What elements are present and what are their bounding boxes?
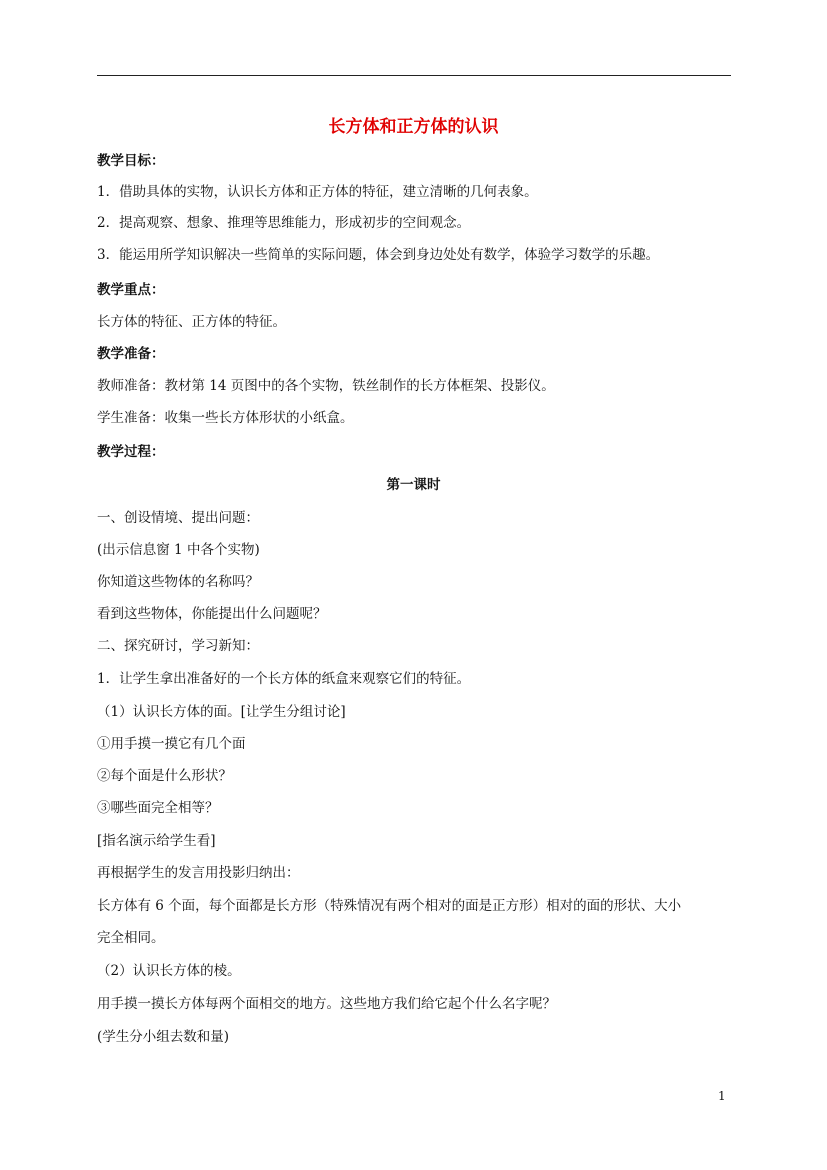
faces-q2: ②每个面是什么形状？ <box>97 768 232 784</box>
objective-1: 1．借助具体的实物，认识长方体和正方体的特征，建立清晰的几何表象。 <box>97 184 538 200</box>
edges-question: 用手摸一摸长方体每两个面相交的地方。这些地方我们给它起个什么名字呢？ <box>97 996 556 1012</box>
key-points-heading: 教学重点： <box>97 282 165 298</box>
step-1: 1．让学生拿出准备好的一个长方体的纸盒来观察它们的特征。 <box>97 671 471 687</box>
process-heading: 教学过程： <box>97 444 165 460</box>
objective-3: 3．能运用所学知识解决一些简单的实际问题，体会到身边处处有数学，体验学习数学的乐趣。 <box>97 247 660 263</box>
edges-note: (学生分小组去数和量) <box>97 1029 230 1045</box>
summary-intro: 再根据学生的发言用投影归纳出： <box>97 865 300 881</box>
key-points: 长方体的特征、正方体的特征。 <box>97 314 286 330</box>
demo-note: [指名演示给学生看] <box>97 833 216 849</box>
show-objects: (出示信息窗 1 中各个实物) <box>97 542 260 558</box>
objective-2: 2．提高观察、想象、推理等思维能力，形成初步的空间观念。 <box>97 215 471 231</box>
preparation-heading: 教学准备： <box>97 346 165 362</box>
faces-q1: ①用手摸一摸它有几个面 <box>97 736 246 752</box>
faces-q3: ③哪些面完全相等？ <box>97 800 219 816</box>
question-names: 你知道这些物体的名称吗？ <box>97 574 259 590</box>
objectives-heading: 教学目标： <box>97 153 165 169</box>
section-one: 一、创设情境、提出问题： <box>97 510 259 526</box>
page-number: 1 <box>718 1089 726 1103</box>
student-preparation: 学生准备：收集一些长方体形状的小纸盒。 <box>97 410 354 426</box>
teacher-preparation: 教师准备：教材第 14 页图中的各个实物，铁丝制作的长方体框架、投影仪。 <box>97 378 555 394</box>
document-title: 长方体和正方体的认识 <box>328 117 499 137</box>
edges-intro: （2）认识长方体的棱。 <box>97 963 241 979</box>
header-rule <box>97 75 731 76</box>
question-problems: 看到这些物体，你能提出什么问题呢？ <box>97 606 327 622</box>
section-two: 二、探究研讨，学习新知： <box>97 638 259 654</box>
summary-line-1: 长方体有 6 个面，每个面都是长方形（特殊情况有两个相对的面是正方形）相对的面的形状、大小 <box>97 898 682 914</box>
lesson-one-heading: 第一课时 <box>386 477 441 493</box>
summary-line-2: 完全相同。 <box>97 930 165 946</box>
faces-intro: （1）认识长方体的面。[让学生分组讨论] <box>97 704 346 720</box>
